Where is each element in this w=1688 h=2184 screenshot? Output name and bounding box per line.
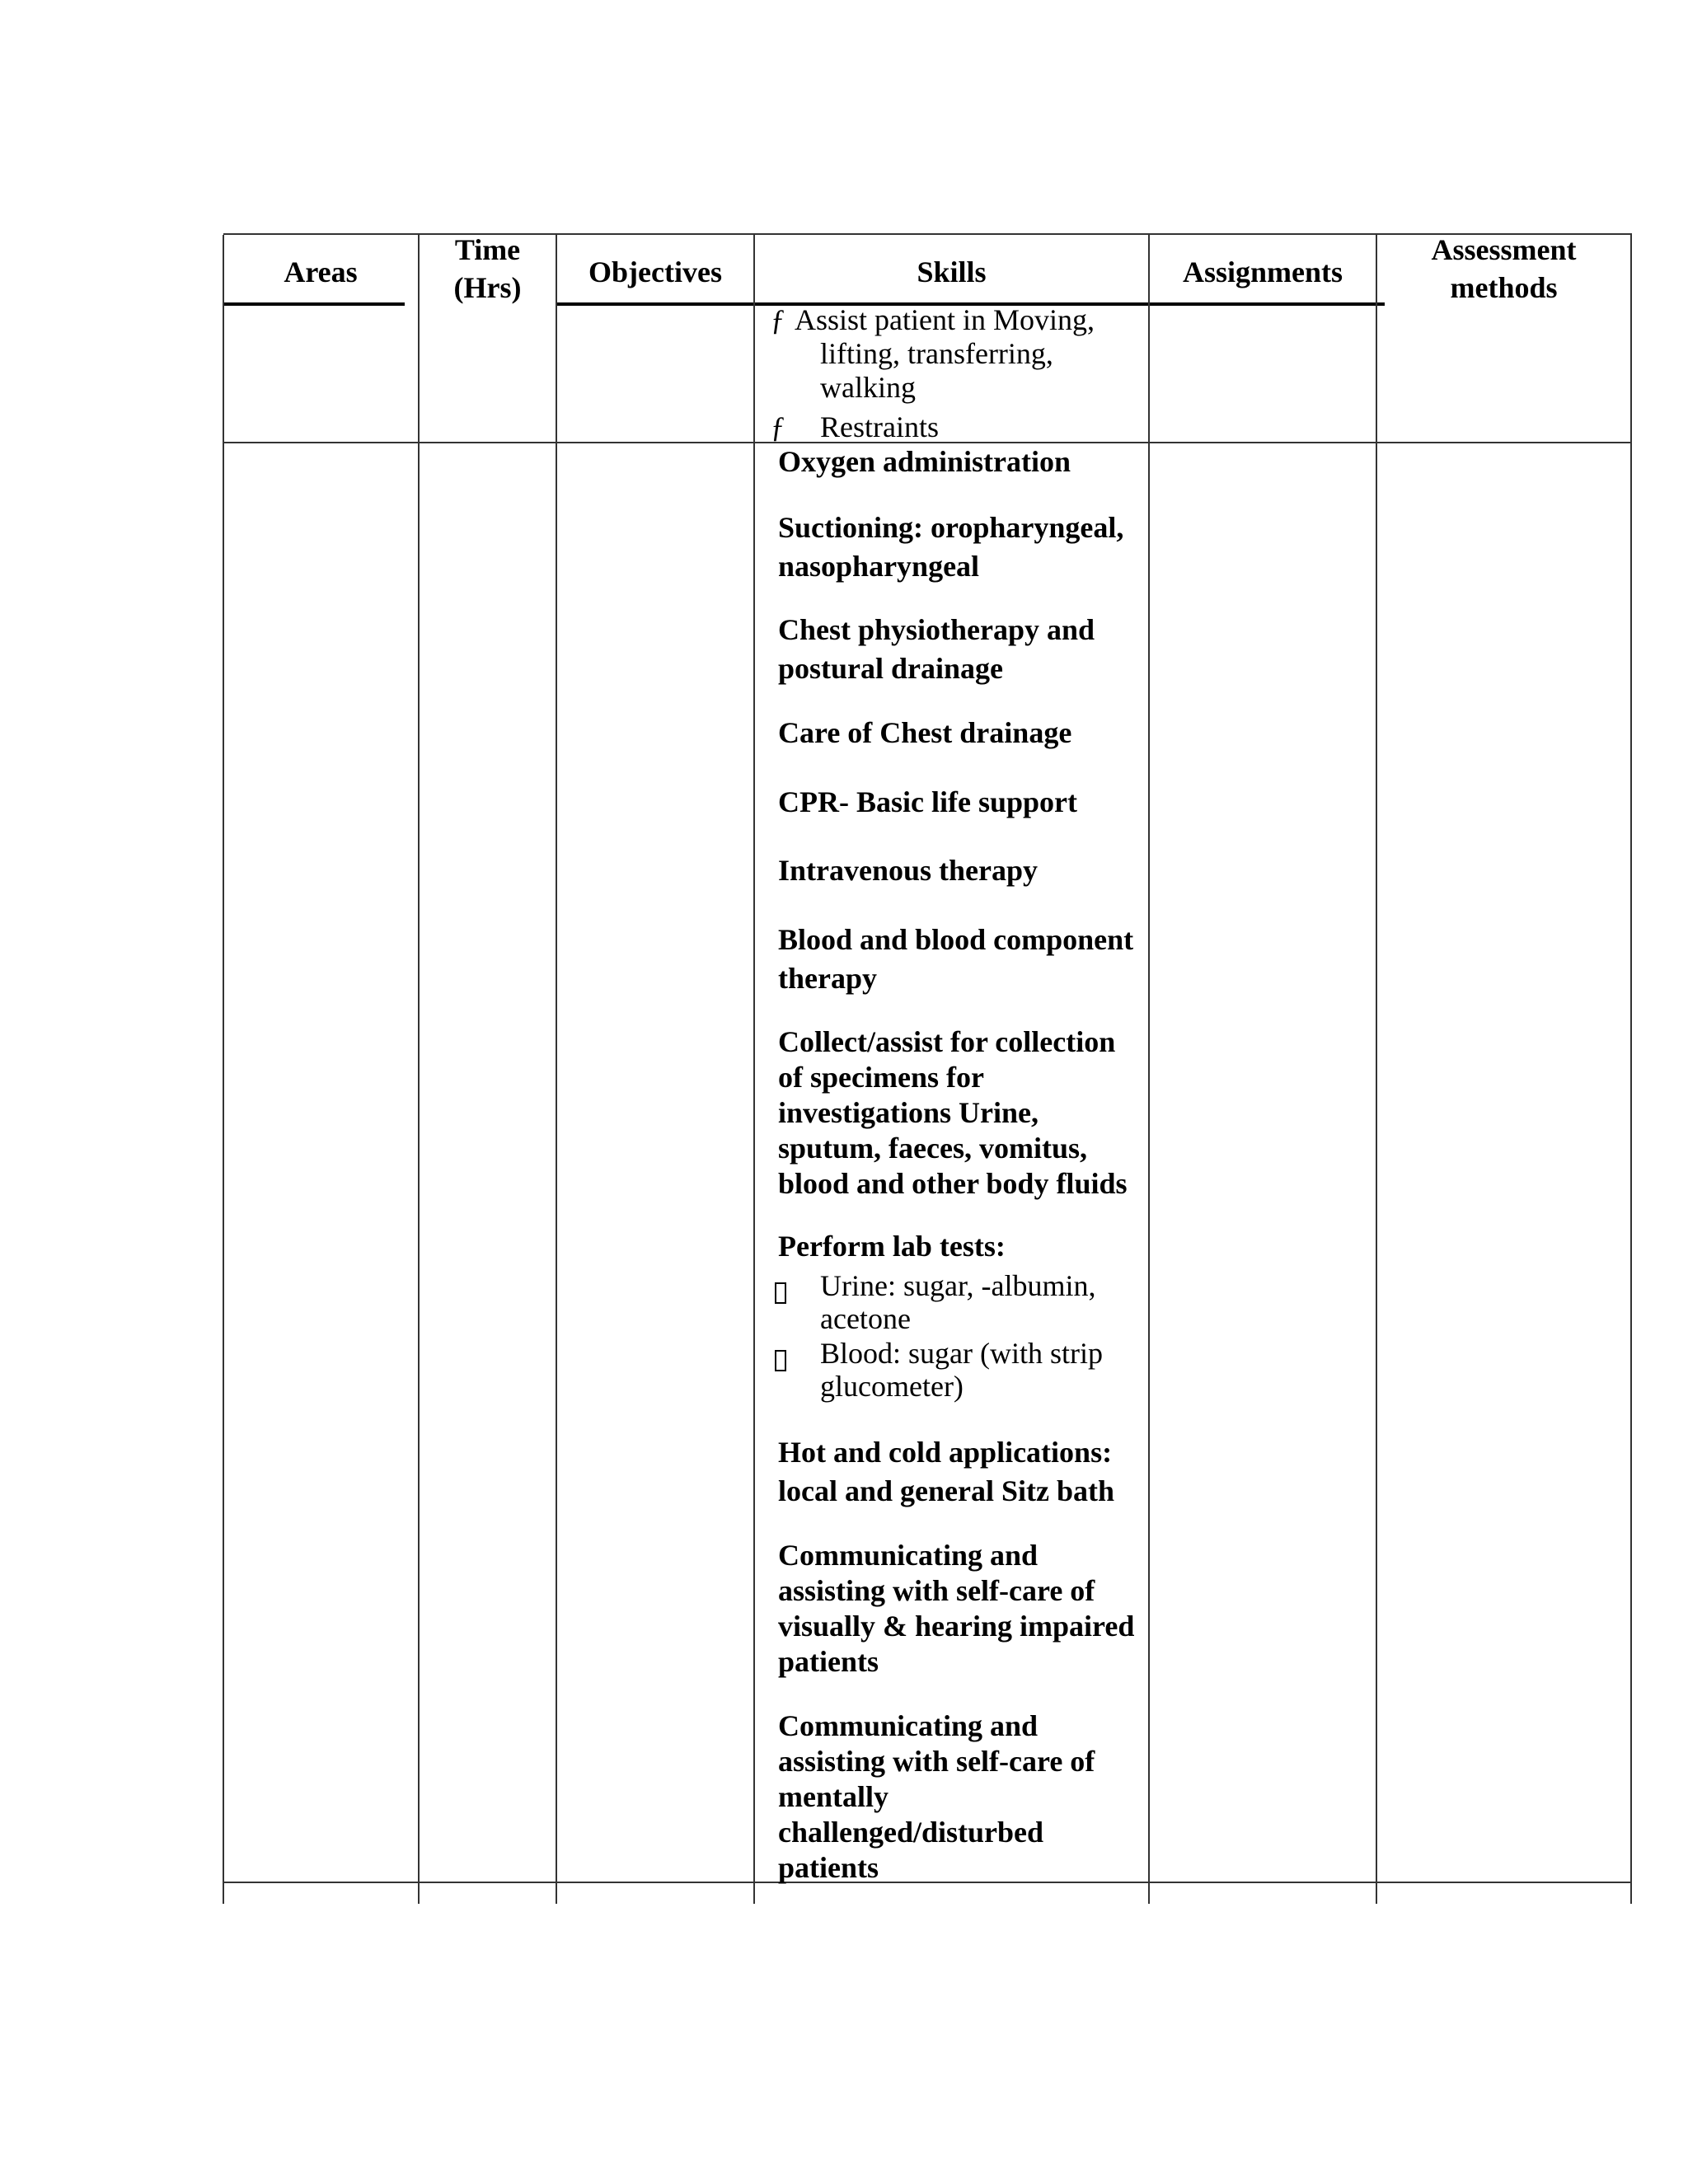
skill-care-chest-drainage: Care of Chest drainage — [778, 716, 1072, 749]
skill-cpr: CPR- Basic life support — [778, 785, 1077, 818]
lab-bullet-urine — [775, 1273, 786, 1307]
col-line-2 — [556, 235, 557, 1904]
skill-perform-lab-tests-title: Perform lab tests: — [778, 1230, 1006, 1263]
header-time — [420, 231, 556, 307]
col-line-0 — [223, 235, 224, 1904]
skill-blood-line1: Blood and blood component — [778, 923, 1134, 956]
header-time-line2: (Hrs) — [453, 271, 522, 304]
skill-communicating-visually-hearing — [778, 1538, 1157, 1680]
col-line-1 — [418, 235, 420, 1904]
skill-hot-line1: Hot and cold applications: — [778, 1436, 1113, 1469]
skill-comm2-line5: patients — [778, 1851, 879, 1884]
skill-oxygen-administration: Oxygen administration — [778, 445, 1071, 478]
lab-blood-line1: Blood: sugar (with strip — [820, 1337, 1103, 1370]
skill-comm1-line1: Communicating and — [778, 1539, 1039, 1572]
skill-assist-moving-line1: Assist patient in Moving, — [795, 303, 1095, 336]
skill-chest-physio-line2: postural drainage — [778, 652, 1004, 685]
skill-suctioning-line2: nasopharyngeal — [778, 550, 980, 583]
skill-comm2-line4: challenged/disturbed — [778, 1816, 1044, 1849]
skill-comm1-line4: patients — [778, 1645, 879, 1678]
skill-suctioning — [778, 509, 1157, 586]
skill-collect-line5: blood and other body fluids — [778, 1167, 1128, 1200]
header-time-line1: Time — [454, 233, 521, 266]
header-underline-assignments — [1150, 302, 1385, 306]
skill-collect-line3: investigations Urine, — [778, 1096, 1039, 1129]
skill-comm2-line3: mentally — [778, 1780, 889, 1813]
header-assessment-line2: methods — [1450, 271, 1558, 304]
skill-hot-line2: local and general Sitz bath — [778, 1474, 1115, 1507]
skill-comm1-line3: visually & hearing impaired — [778, 1610, 1135, 1643]
lab-bullet-blood — [775, 1341, 786, 1375]
header-assessment-methods — [1377, 231, 1630, 307]
skill-blood-line2: therapy — [778, 962, 877, 995]
skill-chest-physiotherapy — [778, 611, 1157, 688]
skill-collect-line4: sputum, faeces, vomitus, — [778, 1132, 1087, 1165]
lab-blood-line2: glucometer) — [820, 1370, 964, 1403]
col-line-5 — [1376, 235, 1377, 1904]
col-line-3 — [753, 235, 755, 1904]
skill-comm2-line1: Communicating and — [778, 1709, 1039, 1742]
header-assignments: Assignments — [1182, 255, 1343, 288]
skill-chest-physio-line1: Chest physiotherapy and — [778, 613, 1095, 646]
skill-intravenous-therapy: Intravenous therapy — [778, 854, 1039, 887]
header-objectives: Objectives — [588, 255, 722, 288]
header-assessment-line1: Assessment — [1431, 233, 1577, 266]
skill-collect-line1: Collect/assist for collection — [778, 1025, 1116, 1058]
skill-hot-cold-applications — [778, 1433, 1157, 1511]
skill-bullet-glyph-2: ƒ — [771, 410, 785, 443]
header-skills: Skills — [917, 255, 987, 288]
lab-urine-line1: Urine: sugar, -albumin, — [820, 1269, 1096, 1302]
skill-comm1-line2: assisting with self-care of — [778, 1574, 1095, 1607]
lab-urine-line2: acetone — [820, 1302, 911, 1335]
col-line-6 — [1630, 235, 1632, 1904]
skill-communicating-mentally-challenged — [778, 1708, 1157, 1886]
skill-collect-line2: of specimens for — [778, 1061, 984, 1094]
skill-assist-moving-line3: walking — [820, 371, 916, 404]
skill-comm2-line2: assisting with self-care of — [778, 1745, 1095, 1778]
header-areas: Areas — [284, 255, 358, 288]
header-underline-areas — [223, 302, 405, 306]
header-underline-objectives — [556, 302, 754, 306]
skill-blood-component — [778, 921, 1157, 998]
skill-collect-specimens — [778, 1024, 1157, 1202]
skill-suctioning-line1: Suctioning: oropharyngeal, — [778, 511, 1124, 544]
skill-restraints: Restraints — [820, 410, 939, 443]
skill-assist-moving-line2: lifting, transferring, — [820, 337, 1053, 370]
skill-bullet-glyph-1: ƒ — [771, 303, 785, 336]
